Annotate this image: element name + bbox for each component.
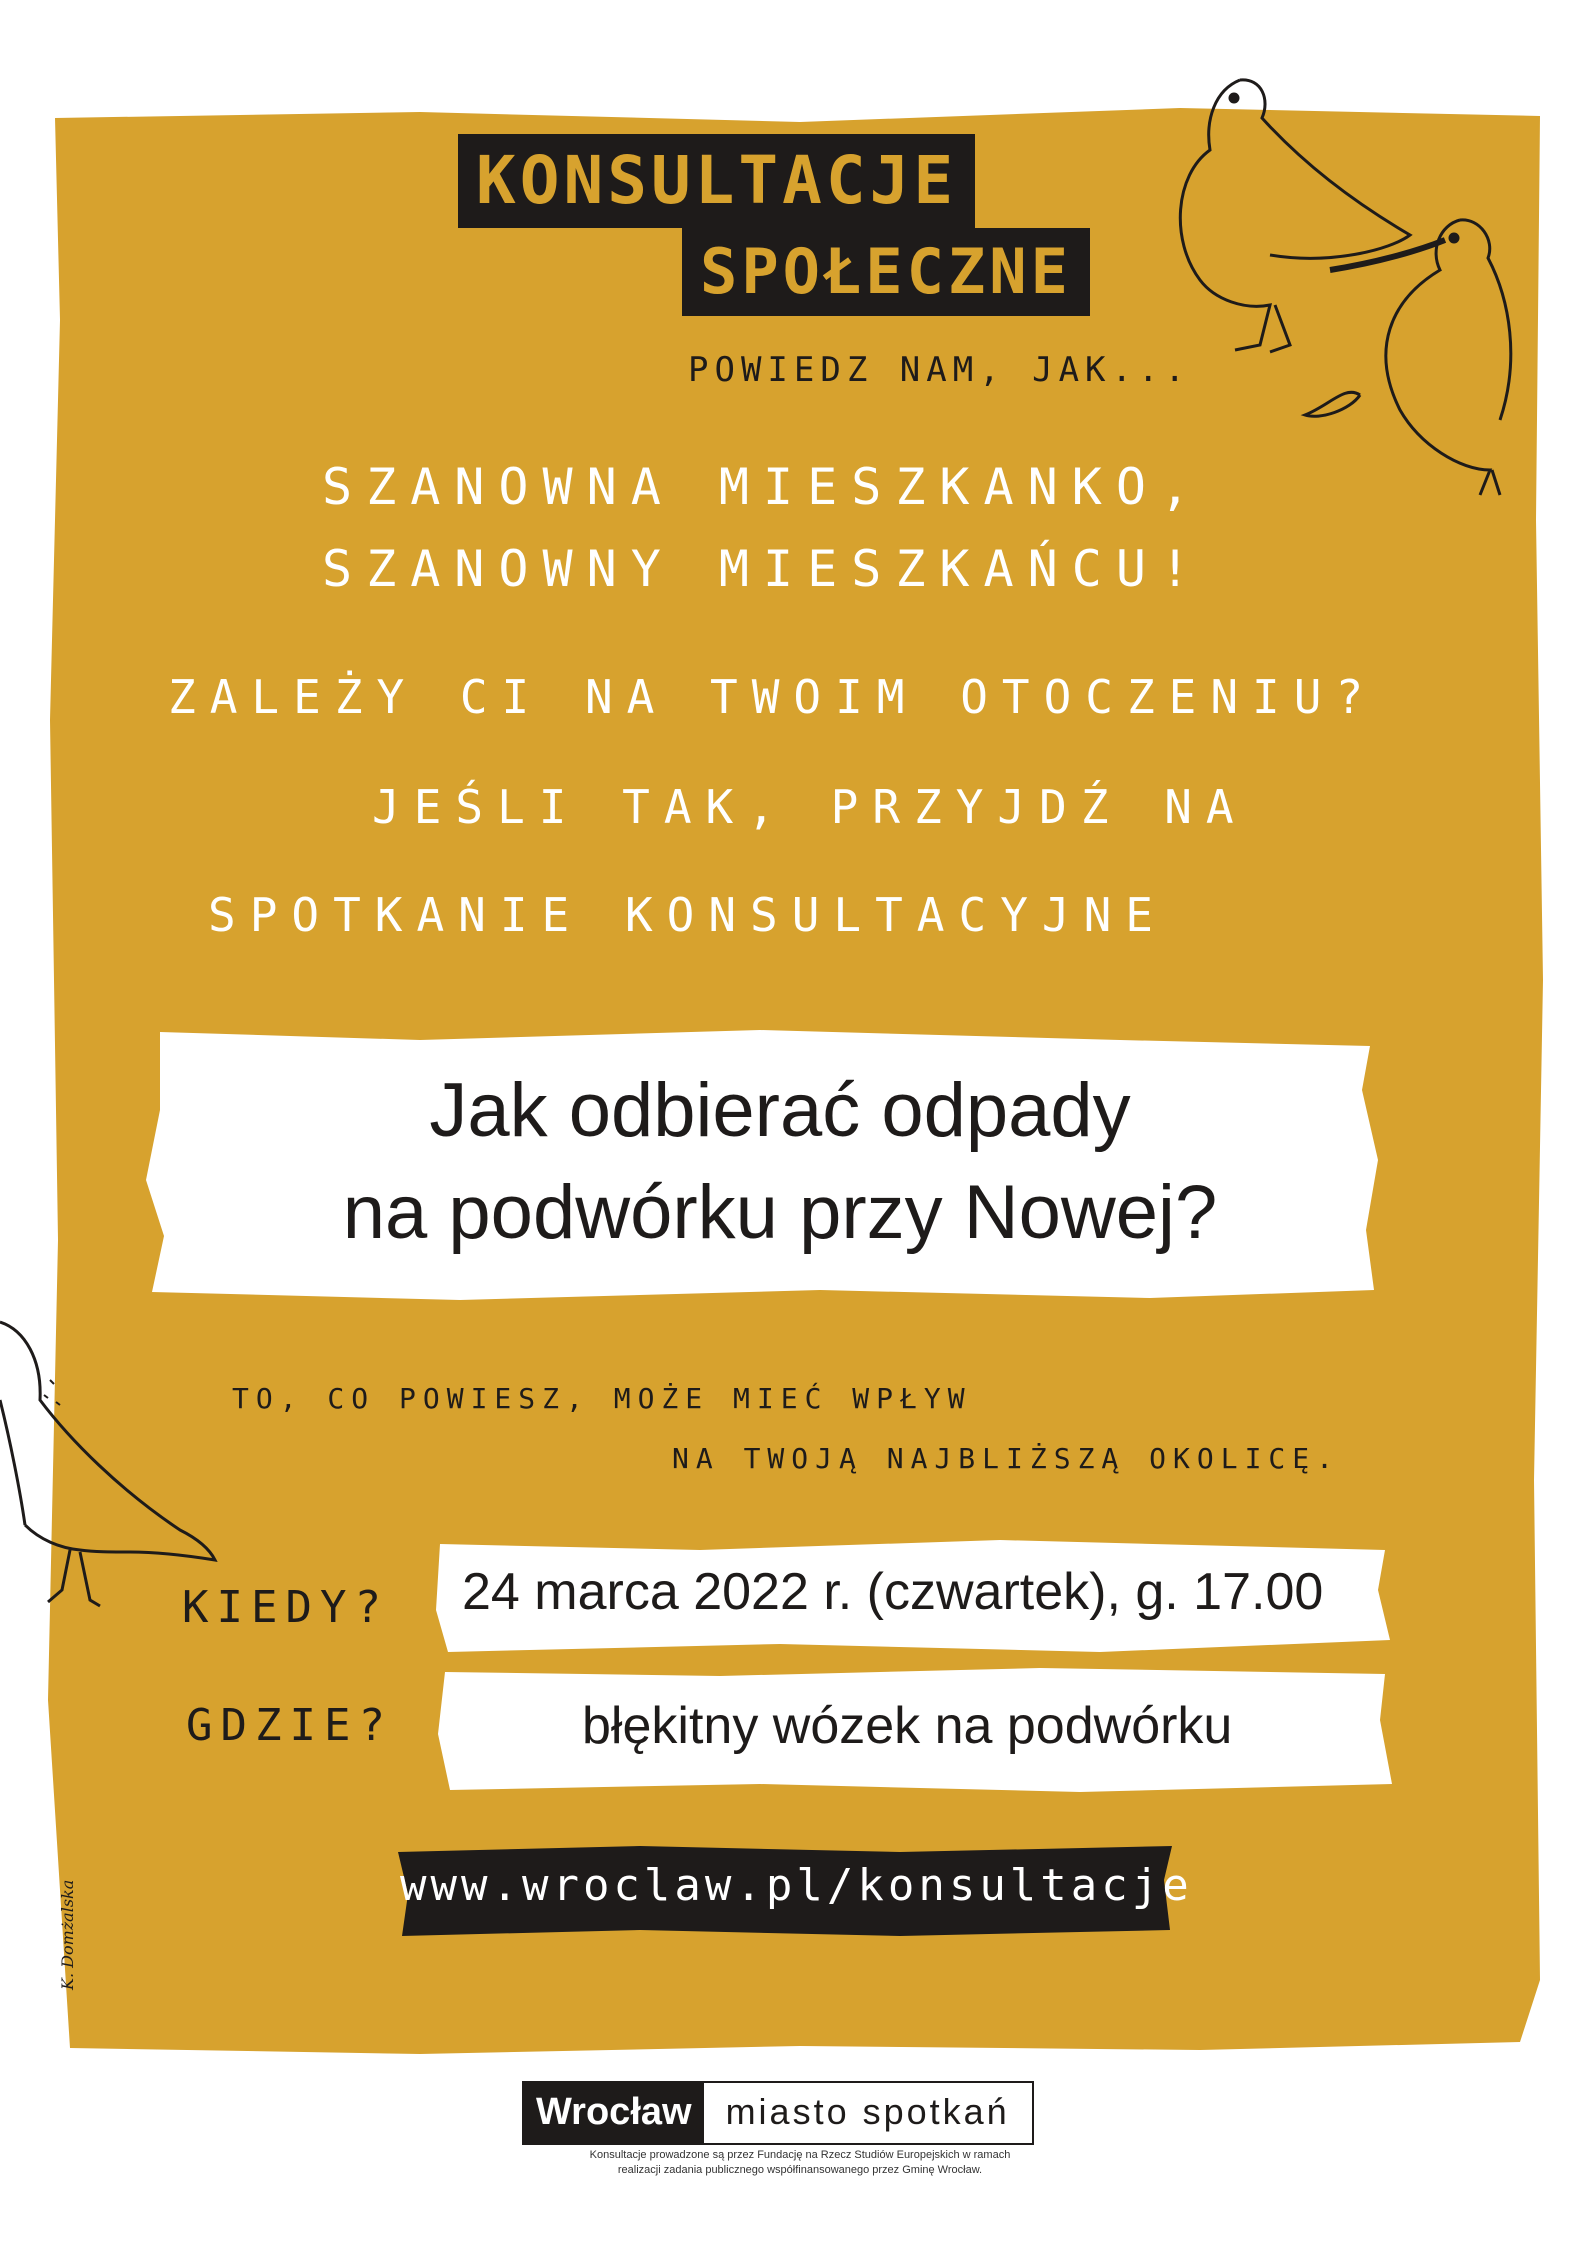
funding-note-line-2: realizacji zadania publicznego współfinansowanego przez Gminę Wrocław. [617, 2164, 983, 2176]
where-label: GDZIE? [186, 1700, 393, 1751]
consultation-url[interactable]: www.wroclaw.pl/konsultacje [400, 1860, 1193, 1911]
invitation-line-3: SPOTKANIE KONSULTACYJNE [208, 888, 1167, 942]
funding-note [500, 2148, 1100, 2178]
logo-line-2: SPOŁECZNE [682, 228, 1090, 316]
when-value: 24 marca 2022 r. (czwartek), g. 17.00 [462, 1563, 1324, 1621]
impact-line-2: NA TWOJĄ NAJBLIŻSZĄ OKOLICĘ. [672, 1442, 1341, 1475]
invitation-line-1: ZALEŻY CI NA TWOIM OTOCZENIU? [168, 670, 1378, 724]
consultation-question [150, 1060, 1410, 1264]
where-value: błękitny wózek na podwórku [582, 1697, 1233, 1755]
logo-line-1: KONSULTACJE [458, 134, 975, 228]
wroclaw-logo [522, 2081, 1034, 2145]
artist-signature: K. Domżalska [58, 1879, 77, 1990]
question-line-2: na podwórku przy Nowej? [342, 1170, 1218, 1255]
greeting-line-2: SZANOWNY MIESZKAŃCU! [322, 540, 1205, 598]
question-line-1: Jak odbierać odpady [429, 1068, 1131, 1153]
impact-line-1: TO, CO POWIESZ, MOŻE MIEĆ WPŁYW [232, 1382, 972, 1415]
invitation-line-2: JEŚLI TAK, PRZYJDŹ NA [372, 780, 1248, 834]
when-label: KIEDY? [182, 1582, 389, 1633]
funding-note-line-1: Konsultacje prowadzone są przez Fundację na Rzecz Studiów Europejskich w ramach [589, 2149, 1011, 2161]
greeting-line-1: SZANOWNA MIESZKANKO, [322, 458, 1205, 516]
tagline: POWIEDZ NAM, JAK... [688, 350, 1191, 390]
logo-motto: miasto spotkań [704, 2083, 1032, 2143]
logo-city: Wrocław [524, 2083, 704, 2143]
